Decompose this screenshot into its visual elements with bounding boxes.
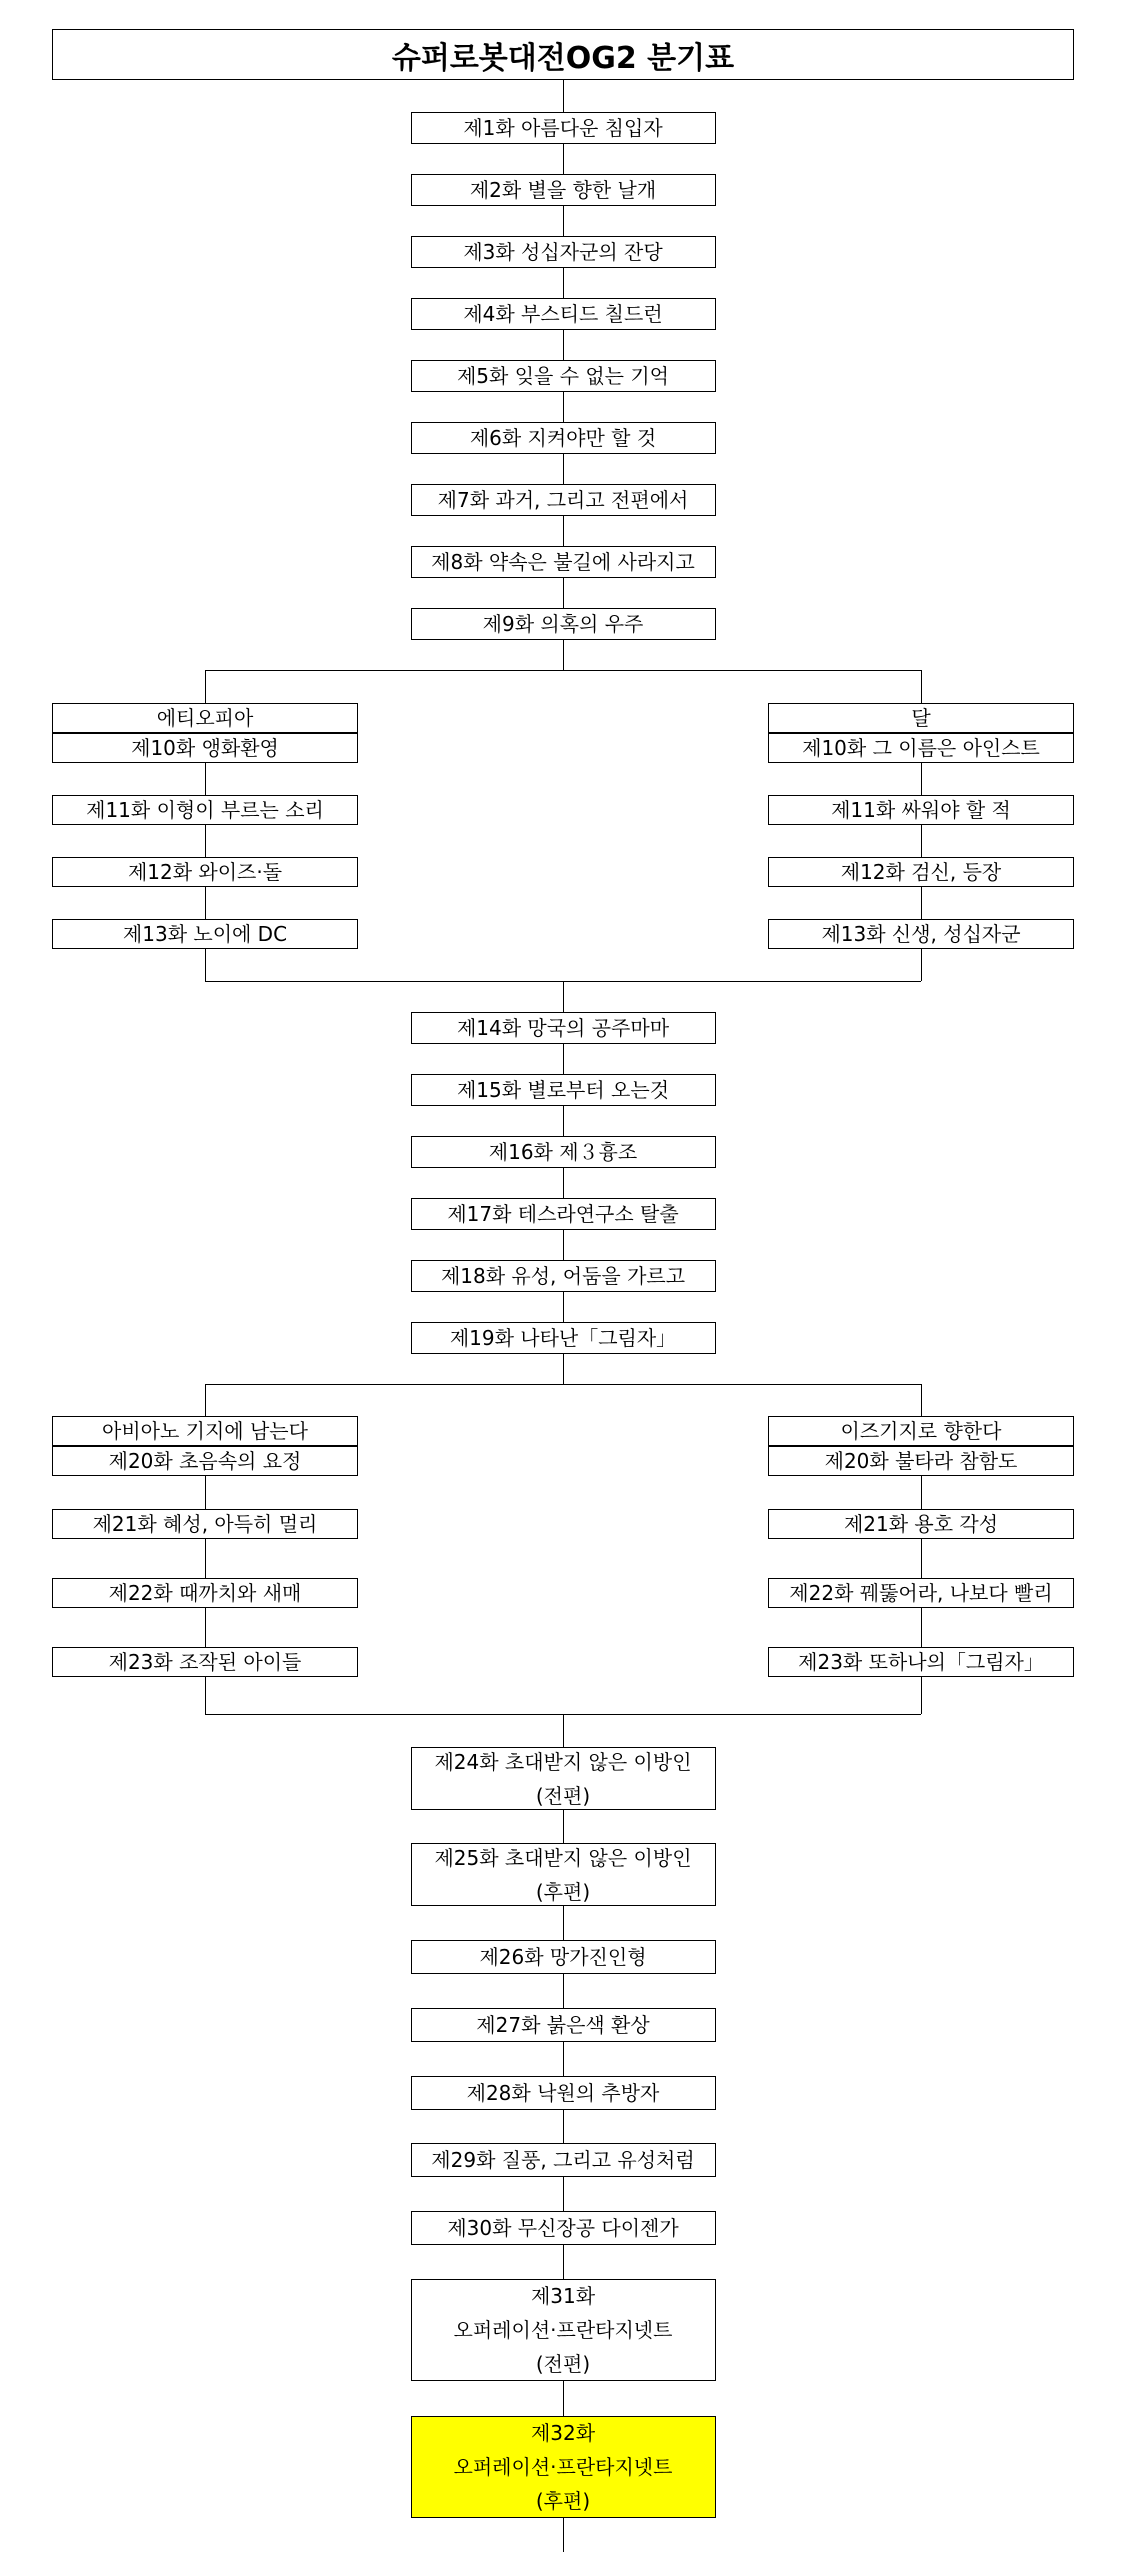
connector-line [563, 392, 564, 422]
episode-box [411, 2008, 716, 2042]
episode-label: 제6화 지켜야만 할 것 [469, 426, 657, 450]
episode-box [411, 546, 716, 578]
episode-label: 제13화 신생, 성십자군 [821, 922, 1021, 946]
episode-label: 제27화 붉은색 환상 [476, 2013, 650, 2037]
episode-box [52, 919, 358, 949]
episode-label: 제2화 별을 향한 날개 [469, 178, 657, 202]
episode-box [411, 1940, 716, 1974]
connector-line [921, 670, 922, 703]
episode-label: 제24화 초대받지 않은 이방인 [434, 1749, 692, 1774]
connector-line [921, 1384, 922, 1416]
episode-box [411, 1074, 716, 1106]
episode-label: 제21화 용호 각성 [843, 1512, 999, 1536]
episode-box [768, 1647, 1074, 1677]
connector-line [205, 1476, 206, 1509]
episode-label: 에티오피아 [156, 706, 254, 730]
connector-line [563, 1044, 564, 1074]
connector-line [205, 670, 206, 703]
connector-line [563, 268, 564, 298]
episode-box [411, 608, 716, 640]
episode-box [52, 795, 358, 825]
connector-line [921, 949, 922, 981]
episode-label: 제7화 과거, 그리고 전편에서 [437, 488, 689, 512]
episode-label: (전편) [535, 2352, 591, 2376]
episode-box [52, 1509, 358, 1539]
episode-box [411, 112, 716, 144]
episode-box [411, 2143, 716, 2177]
episode-label: (후편) [535, 1879, 591, 1904]
connector-line [563, 640, 564, 670]
connector-line [563, 578, 564, 608]
connector-line [921, 1476, 922, 1509]
episode-box [768, 919, 1074, 949]
connector-line [205, 670, 921, 671]
episode-box [411, 1747, 716, 1810]
episode-box [768, 857, 1074, 887]
connector-line [563, 2518, 564, 2552]
episode-box [411, 2076, 716, 2110]
connector-line [921, 887, 922, 919]
episode-box [411, 1843, 716, 1906]
connector-line [205, 1384, 206, 1416]
branch-heading-right [768, 703, 1074, 733]
episode-box [411, 174, 716, 206]
episode-label: 제10화 그 이름은 아인스트 [802, 736, 1040, 760]
episode-box [768, 795, 1074, 825]
connector-line [563, 1230, 564, 1260]
episode-box [411, 2211, 716, 2245]
episode-box [768, 733, 1074, 763]
episode-label: 제1화 아름다운 침입자 [463, 116, 663, 140]
connector-line [563, 1106, 564, 1136]
episode-box [411, 1260, 716, 1292]
episode-label: 제22화 꿰뚫어라, 나보다 빨리 [789, 1581, 1053, 1605]
episode-label: 제8화 약속은 불길에 사라지고 [431, 550, 695, 574]
chart-title: 슈퍼로봇대전OG2 분기표 [52, 29, 1074, 80]
episode-box [52, 1647, 358, 1677]
connector-line [205, 1677, 206, 1714]
episode-box [411, 1198, 716, 1230]
episode-label: 제11화 이형이 부르는 소리 [86, 798, 324, 822]
episode-label: 제17화 테스라연구소 탈출 [447, 1202, 679, 1226]
connector-line [563, 1974, 564, 2008]
connector-line [563, 1810, 564, 1843]
episode-label: 제32화 [530, 2421, 596, 2445]
connector-line [563, 981, 564, 1012]
connector-line [205, 825, 206, 857]
connector-line [921, 825, 922, 857]
connector-line [563, 144, 564, 174]
episode-box [52, 857, 358, 887]
connector-line [205, 763, 206, 795]
connector-line [921, 1677, 922, 1714]
episode-box [768, 1446, 1074, 1476]
connector-line [563, 2110, 564, 2143]
episode-label: 제10화 앵화환영 [131, 736, 279, 760]
connector-line [563, 2042, 564, 2076]
episode-label: 제9화 의혹의 우주 [482, 612, 644, 636]
connector-line [563, 1168, 564, 1198]
branch-heading-left [52, 1416, 358, 1446]
episode-label: 제20화 불타라 참함도 [824, 1449, 1018, 1473]
episode-box [52, 1578, 358, 1608]
episode-box [411, 484, 716, 516]
episode-label: 제19화 나타난「그림자」 [449, 1326, 677, 1350]
episode-box [52, 733, 358, 763]
episode-label: 오퍼레이션·프란타지넷트 [453, 2455, 673, 2479]
connector-line [563, 2245, 564, 2279]
episode-label: 제14화 망국의 공주마마 [456, 1016, 670, 1040]
episode-label: 제15화 별로부터 오는것 [456, 1078, 670, 1102]
connector-line [921, 1608, 922, 1647]
connector-line [205, 1539, 206, 1578]
connector-line [205, 887, 206, 919]
highlighted-episode-box [411, 2416, 716, 2518]
episode-box [52, 1446, 358, 1476]
connector-line [921, 763, 922, 795]
connector-line [563, 1714, 564, 1747]
episode-label: 제31화 [530, 2284, 596, 2308]
connector-line [205, 1384, 921, 1385]
episode-label: 제30화 무신장공 다이젠가 [447, 2216, 679, 2240]
episode-box [411, 422, 716, 454]
episode-label: (후편) [535, 2489, 591, 2513]
connector-line [563, 1906, 564, 1940]
connector-line [563, 1354, 564, 1384]
episode-label: 제23화 또하나의「그림자」 [798, 1650, 1044, 1674]
episode-box [411, 360, 716, 392]
episode-label: 아비아노 기지에 남는다 [102, 1419, 308, 1443]
episode-label: 제3화 성십자군의 잔당 [463, 240, 663, 264]
connector-line [205, 949, 206, 981]
episode-label: 제22화 때까치와 새매 [108, 1581, 302, 1605]
connector-line [563, 2177, 564, 2211]
episode-label: 제16화 제３흉조 [488, 1140, 638, 1164]
episode-label: 제12화 검신, 등장 [840, 860, 1002, 884]
episode-label: 제26화 망가진인형 [479, 1945, 647, 1969]
episode-box [768, 1509, 1074, 1539]
episode-box [411, 2279, 716, 2381]
episode-label: 제21화 혜성, 아득히 멀리 [92, 1512, 318, 1536]
branch-heading-right [768, 1416, 1074, 1446]
episode-label: 제20화 초음속의 요정 [108, 1449, 302, 1473]
episode-label: 이즈기지로 향한다 [840, 1419, 1002, 1443]
episode-label: 오퍼레이션·프란타지넷트 [453, 2318, 673, 2342]
episode-label: 제13화 노이에 DC [122, 922, 288, 946]
episode-label: 제4화 부스티드 칠드런 [463, 302, 663, 326]
episode-label: 제11화 싸워야 할 적 [831, 798, 1011, 822]
connector-line [563, 80, 564, 112]
connector-line [563, 454, 564, 484]
episode-label: 제5화 잊을 수 없는 기억 [456, 364, 670, 388]
connector-line [563, 2381, 564, 2416]
episode-box [411, 236, 716, 268]
episode-box [768, 1578, 1074, 1608]
episode-label: 제18화 유성, 어둠을 가르고 [440, 1264, 686, 1288]
episode-label: 제12화 와이즈·돌 [127, 860, 283, 884]
episode-box [411, 1012, 716, 1044]
episode-box [411, 298, 716, 330]
connector-line [563, 1292, 564, 1322]
connector-line [205, 1608, 206, 1647]
episode-label: (전편) [535, 1783, 591, 1808]
connector-line [563, 330, 564, 360]
connector-line [563, 516, 564, 546]
episode-box [411, 1322, 716, 1354]
connector-line [563, 206, 564, 236]
episode-label: 제29화 질풍, 그리고 유성처럼 [431, 2148, 695, 2172]
episode-box [411, 1136, 716, 1168]
episode-label: 제28화 낙원의 추방자 [466, 2081, 660, 2105]
branch-heading-left [52, 703, 358, 733]
episode-label: 달 [911, 706, 931, 730]
episode-label: 제25화 초대받지 않은 이방인 [434, 1845, 692, 1870]
connector-line [921, 1539, 922, 1578]
episode-label: 제23화 조작된 아이들 [108, 1650, 302, 1674]
